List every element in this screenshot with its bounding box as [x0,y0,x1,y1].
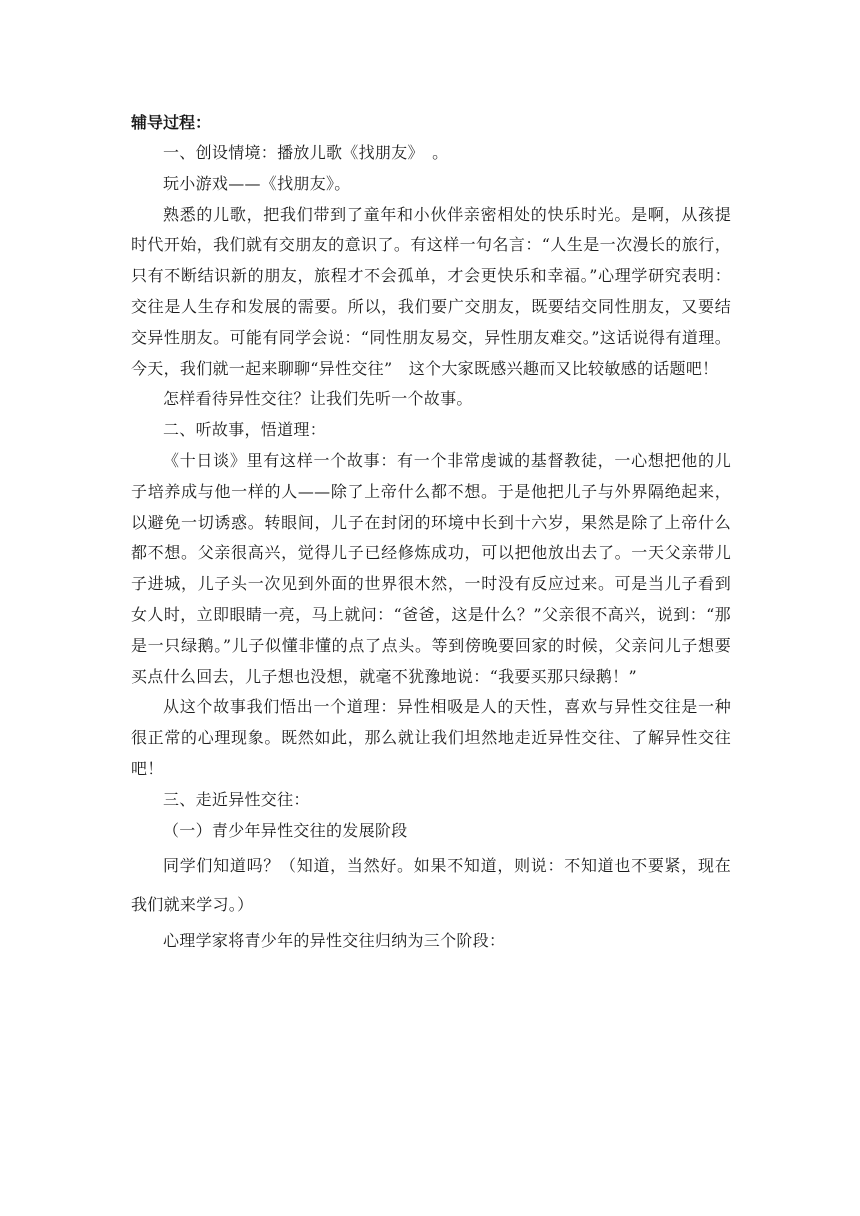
paragraph-game: 玩小游戏——《找朋友》。 [163,173,351,193]
paragraph-section-three: 三、走近异性交往： [163,789,310,809]
paragraph-friendship: 熟悉的儿歌，把我们带到了童年和小伙伴亲密相处的快乐时光。是啊，从孩提时代开始，我们就有交朋友的意识了。有这样一句名言：“人生是一次漫长的旅行，只有不断结识新的朋友，旅程才不会孤单，才会更快乐和幸福。”心理学研究表明：交往是人生存和发展的需要。所以，我们要广交朋友，既要结交同性朋友，又要结交异性朋友。可能有同学会说：“同性朋友易交，异性朋友难交。”这话说得有道理。今天，我们就一起来聊聊“异性交往” 这个大家既感兴趣而又比较敏感的话题吧！ [131,204,731,378]
paragraph-lesson: 从这个故事我们悟出一个道理：异性相吸是人的天性，喜欢与异性交往是一种很正常的心理现象。既然如此，那么就让我们坦然地走近异性交往、了解异性交往吧！ [131,697,731,778]
paragraph-story: 《十日谈》里有这样一个故事：有一个非常虔诚的基督教徒，一心想把他的儿子培养成与他一样的人——除了上帝什么都不想。于是他把儿子与外界隔绝起来，以避免一切诱惑。转眼间，儿子在封闭的环境中长到十六岁，果然是除了上帝什么都不想。父亲很高兴，觉得儿子已经修炼成功，可以把他放出去了。一天父亲带儿子进城，儿子头一次见到外面的世界很木然，一时没有反应过来。可是当儿子看到女人时，立即眼睛一亮，马上就问：“爸爸，这是什么？”父亲很不高兴，说到：“那是一只绿鹅。”儿子似懂非懂的点了点头。等到傍晚要回家的时候，父亲问儿子想要买点什么回去，儿子想也没想，就毫不犹豫地说：“我要买那只绿鹅！” [131,450,731,686]
paragraph-three-stages: 心理学家将青少年的异性交往归纳为三个阶段： [163,931,506,951]
paragraph-intro-scene: 一、创设情境：播放儿歌《找朋友》 。 [163,143,449,162]
paragraph-subsection-one: （一）青少年异性交往的发展阶段 [163,820,408,840]
paragraph-question: 怎样看待异性交往？让我们先听一个故事。 [163,389,473,409]
paragraph-students-know: 同学们知道吗？（知道，当然好。如果不知道，则说：不知道也不要紧，现在我们就来学习。） [131,856,731,915]
document-page [131,108,731,957]
paragraph-story-heading: 二、听故事，悟道理： [163,420,327,440]
section-heading: 辅导过程： [131,113,212,132]
